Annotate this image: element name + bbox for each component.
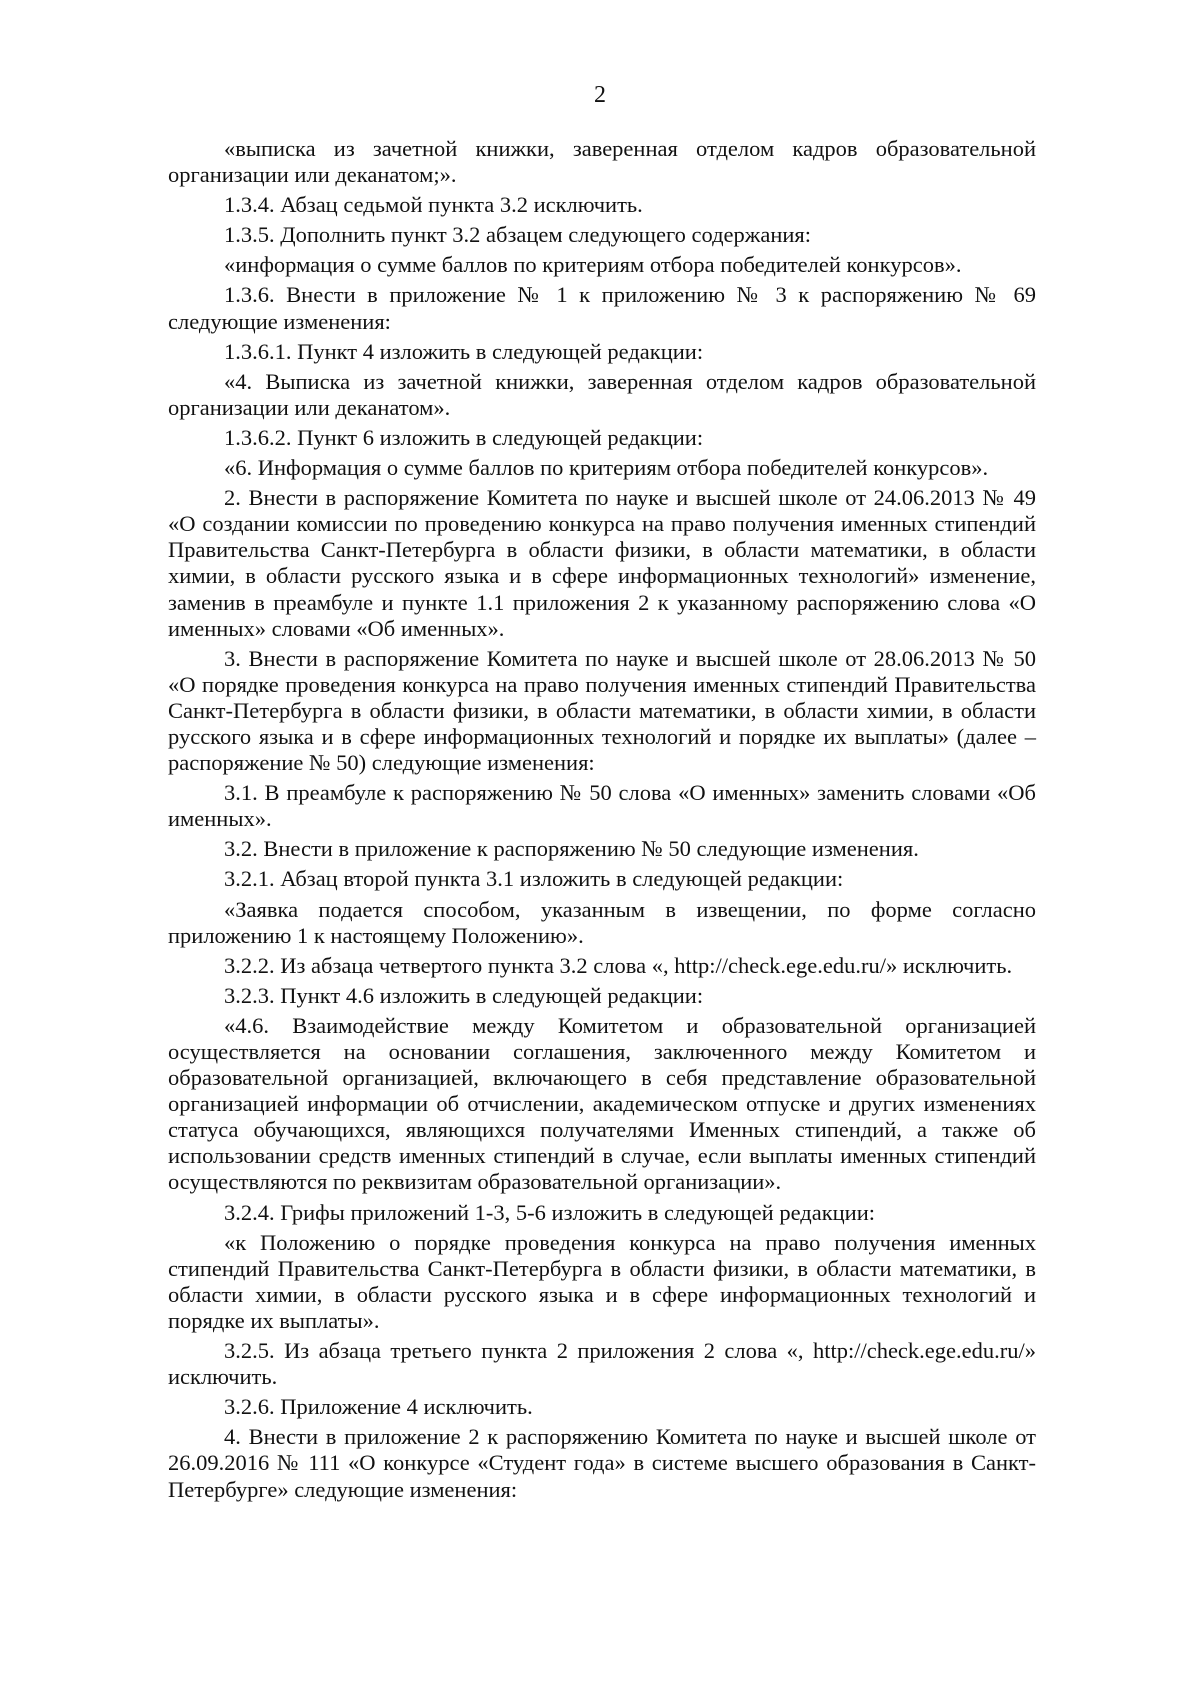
paragraph: «4. Выписка из зачетной книжки, заверенная отделом кадров образовательной организации или деканатом». — [168, 368, 1036, 420]
paragraph: «4.6. Взаимодействие между Комитетом и образовательной организацией осуществляется на основании соглашения, заключенного между Комитетом и образовательной организацией, включающего в себя представление образовательной организацией информации об отчислении, академическом отпуске и других изменениях статуса обучающихся, являющихся получателями Именных стипендий, а также об использовании средств именных стипендий в случае, если выплаты именных стипендий осуществляются по реквизитам образовательной организации». — [168, 1012, 1036, 1195]
paragraph: 1.3.6. Внести в приложение № 1 к приложению № 3 к распоряжению № 69 следующие изменения: — [168, 282, 1036, 334]
paragraph: 1.3.4. Абзац седьмой пункта 3.2 исключить. — [224, 192, 643, 218]
paragraph: 2. Внести в распоряжение Комитета по науке и высшей школе от 24.06.2013 № 49 «О создании комиссии по проведению конкурса на право получения именных стипендий Правительства Санкт-Петербурга в области физики, в области математики, в области химии, в области русского языка и в сфере информационных технологий» изменение, заменив в преамбуле и пункте 1.1 приложения 2 к указанному распоряжению слова «О именных» словами «Об именных». — [168, 485, 1036, 641]
paragraph: 3.2.2. Из абзаца четвертого пункта 3.2 слова «, http://check.ege.edu.ru/» исключить. — [224, 952, 1013, 978]
paragraph: 3.2.6. Приложение 4 исключить. — [224, 1394, 533, 1420]
paragraph: «Заявка подается способом, указанным в извещении, по форме согласно приложению 1 к настоящему Положению». — [168, 896, 1036, 948]
document-body — [168, 136, 1036, 1503]
paragraph: 3. Внести в распоряжение Комитета по науке и высшей школе от 28.06.2013 № 50 «О порядке проведения конкурса на право получения именных стипендий Правительства Санкт-Петербурга в области физики, в области математики, в области химии, в области русского языка и в сфере информационных технологий и порядке их выплаты» (далее – распоряжение № 50) следующие изменения: — [168, 645, 1036, 776]
page-number: 2 — [594, 82, 606, 108]
paragraph: «к Положению о порядке проведения конкурса на право получения именных стипендий Правительства Санкт-Петербурга в области физики, в области математики, в области химии, в области русского языка и в сфере информационных технологий и порядке их выплаты». — [168, 1229, 1036, 1333]
paragraph: 3.2.1. Абзац второй пункта 3.1 изложить в следующей редакции: — [224, 866, 844, 892]
paragraph: 1.3.5. Дополнить пункт 3.2 абзацем следующего содержания: — [224, 222, 811, 248]
paragraph: 3.2.3. Пункт 4.6 изложить в следующей редакции: — [224, 982, 704, 1008]
paragraph: 4. Внести в приложение 2 к распоряжению Комитета по науке и высшей школе от 26.09.2016 № 111 «О конкурсе «Студент года» в системе высшего образования в Санкт-Петербурге» следующие изменения: — [168, 1424, 1036, 1502]
paragraph: «6. Информация о сумме баллов по критериям отбора победителей конкурсов». — [224, 455, 989, 481]
paragraph: 1.3.6.2. Пункт 6 изложить в следующей редакции: — [224, 424, 704, 450]
paragraph: 3.1. В преамбуле к распоряжению № 50 слова «О именных» заменить словами «Об именных». — [168, 780, 1036, 832]
paragraph: 3.2.5. Из абзаца третьего пункта 2 приложения 2 слова «, http://check.ege.edu.ru/» исключить. — [168, 1338, 1036, 1390]
paragraph: «информация о сумме баллов по критериям отбора победителей конкурсов». — [224, 252, 962, 278]
paragraph: 1.3.6.1. Пункт 4 изложить в следующей редакции: — [224, 338, 704, 364]
paragraph: 3.2. Внести в приложение к распоряжению № 50 следующие изменения. — [224, 836, 919, 862]
paragraph: «выписка из зачетной книжки, заверенная отделом кадров образовательной организации или деканатом;». — [168, 136, 1036, 188]
paragraph: 3.2.4. Грифы приложений 1-3, 5-6 изложить в следующей редакции: — [224, 1199, 876, 1225]
